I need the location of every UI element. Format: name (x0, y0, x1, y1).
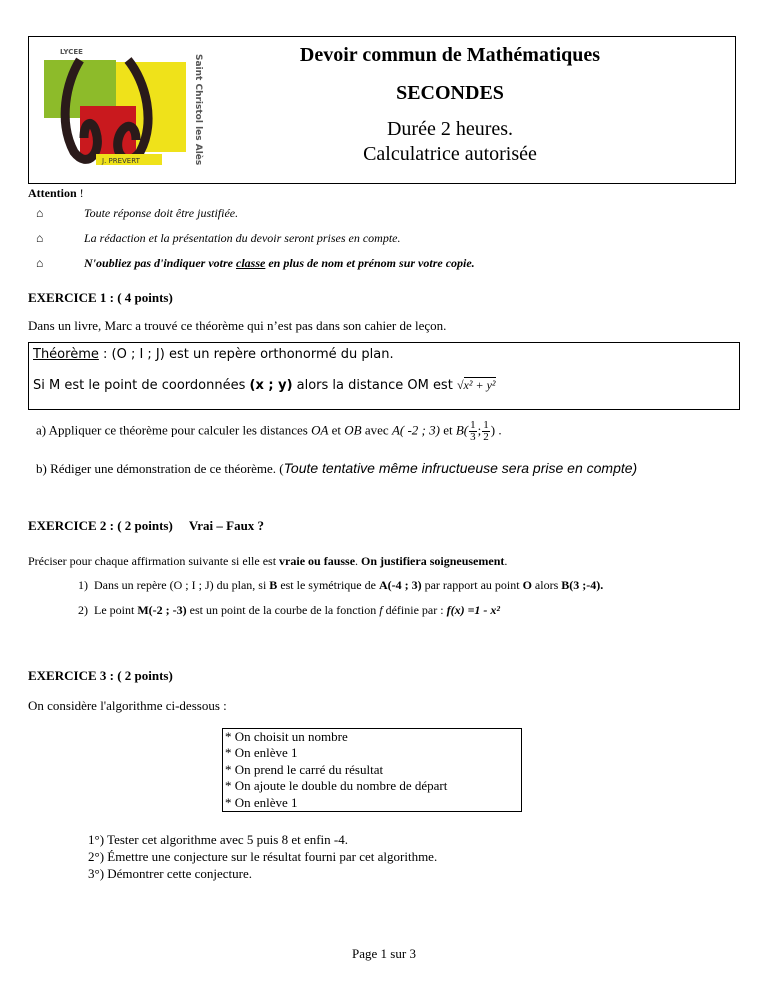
ex3-question: 2°) Émettre une conjecture sur le résultat fourni par cet algorithme. (88, 849, 438, 864)
logo-bottom-text: J. PREVERT (102, 157, 140, 165)
ex2-item-1: 1) Dans un repère (O ; I ; J) du plan, si B est le symétrique de A(-4 ; 3) par rapport au point O alors B(3 ;-4). (78, 578, 604, 592)
algorithm-step: * On enlève 1 (225, 794, 298, 810)
ex3-title: EXERCICE 3 : ( 2 points) (28, 668, 173, 683)
algorithm-box (222, 728, 522, 812)
bullet-icon: ⌂ (36, 256, 44, 270)
ex1-question-a: a) Appliquer ce théorème pour calculer les distances OA et OB avec A( -2 ; 3) et B( $\frac{1}{3}$ ; $\frac{1}{2}$ ) . (36, 419, 502, 443)
ex3-question: 3°) Démontrer cette conjecture. (88, 866, 253, 881)
algorithm-step: * On enlève 1 (225, 745, 298, 761)
algorithm-step: * On prend le carré du résultat (225, 761, 384, 777)
attention-item: ⌂ La rédaction et la présentation du devoir seront prises en compte. (36, 231, 401, 245)
attention-item: ⌂ N'oubliez pas d'indiquer votre classe en plus de nom et prénom sur votre copie. (36, 256, 475, 270)
exam-title: Devoir commun de Mathématiques (299, 44, 601, 66)
ex2-item-2: 2) Le point M(-2 ; -3) est un point de la courbe de la fonction f définie par : f(x) =1 - x² (78, 603, 500, 617)
page-number: Page 1 sur 3 (352, 946, 416, 961)
ex3-intro: On considère l'algorithme ci-dessous : (28, 698, 227, 713)
school-logo (36, 42, 216, 174)
algorithm-step: * On ajoute le double du nombre de départ (225, 778, 448, 794)
fraction: $\frac{1}{3}$ (470, 419, 476, 443)
ex1-title: EXERCICE 1 : ( 4 points) (28, 290, 173, 305)
algorithm-step: * On choisit un nombre (225, 729, 348, 744)
calculator-note: Calculatrice autorisée (363, 143, 537, 165)
ex3-question: 1°) Tester cet algorithme avec 5 puis 8 et enfin -4. (88, 832, 348, 847)
logo-top-text: LYCEE (60, 48, 83, 56)
theorem-line-2: Si M est le point de coordonnées (x ; y) alors la distance OM est √x² + y² (33, 378, 496, 393)
attention-item: ⌂ Toute réponse doit être justifiée. (36, 206, 239, 220)
exam-class: SECONDES (396, 82, 504, 104)
ex1-intro: Dans un livre, Marc a trouvé ce théorème qui n’est pas dans son cahier de leçon. (28, 318, 447, 333)
bullet-icon: ⌂ (36, 206, 44, 220)
attention-label: Attention ! (28, 186, 84, 200)
ex2-title: EXERCICE 2 : ( 2 points) Vrai – Faux ? (28, 518, 265, 533)
logo-side-text: Saint Christol les Alès (193, 54, 203, 166)
exam-duration: Durée 2 heures. (386, 118, 514, 140)
sqrt-formula: √x² + y² (456, 378, 496, 392)
fraction: $\frac{1}{2}$ (483, 419, 489, 443)
ex1-question-b: b) Rédiger une démonstration de ce théorème. (Toute tentative même infructueuse sera prise en compte) (36, 460, 638, 476)
bullet-icon: ⌂ (36, 231, 44, 245)
ex2-instruction: Préciser pour chaque affirmation suivante si elle est vraie ou fausse. On justifiera soigneusement. (28, 554, 508, 568)
theorem-line-1: Théorème : (O ; I ; J) est un repère orthonormé du plan. (33, 347, 394, 362)
theorem-box (28, 342, 740, 410)
